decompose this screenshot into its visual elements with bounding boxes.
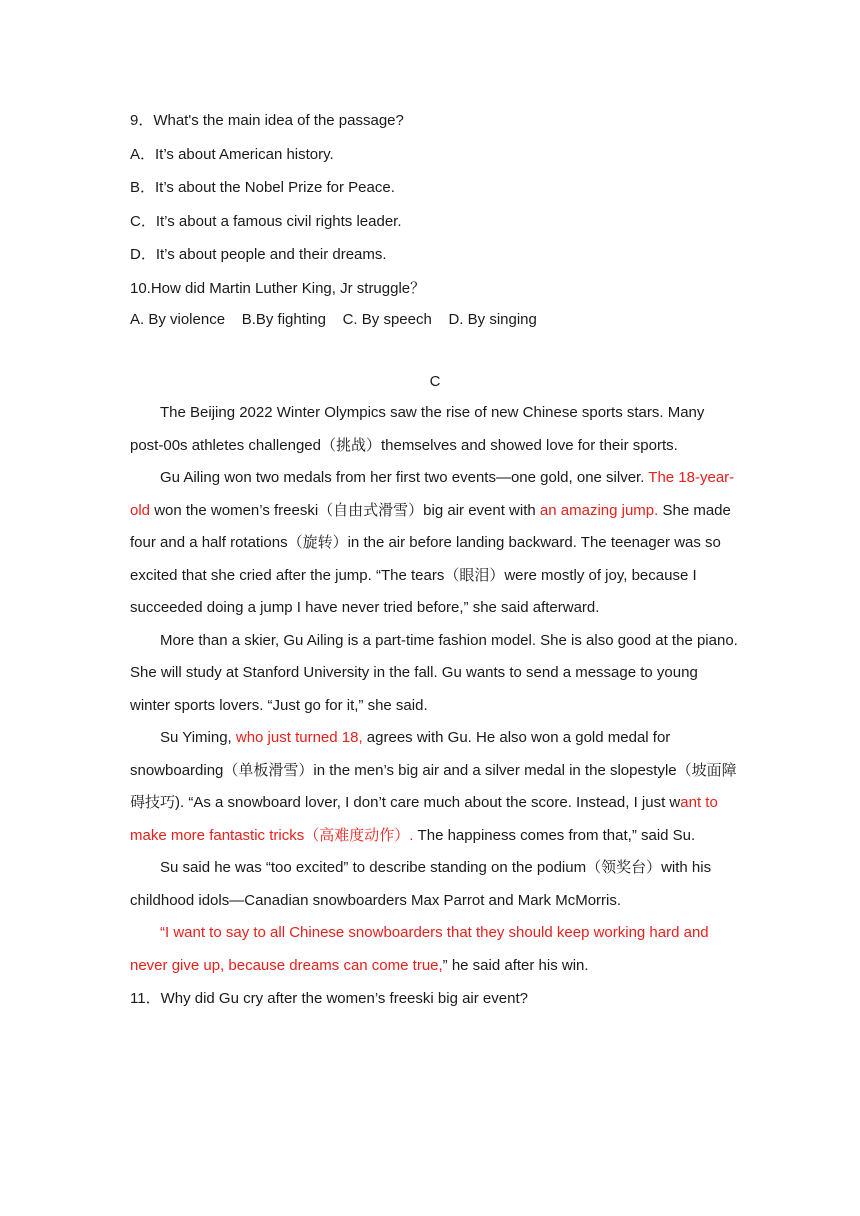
paragraph-3: More than a skier, Gu Ailing is a part-time fashion model. She is also good at the piano. She will study at Stanford University in the fall. Gu wants to send a message to young winter sports lovers. “Just go for it,” she said. <box>130 631 738 714</box>
paragraph-6-text: ” he said after his win. <box>442 956 589 974</box>
paragraph-2-text-c: She made four and a half rotations（旋转）in the air before landing backward. The teenager was so excited that she cried after the jump. “The tears（眼泪）were mostly of joy, because I succeeded doing a jump I have never tried before,” she said afterward. <box>130 501 731 616</box>
document-content <box>130 104 740 1016</box>
paragraph-4-text-a: Su Yiming, <box>160 729 236 746</box>
paragraph-4-highlight-a: who just turned 18, <box>235 729 363 746</box>
question-11-stem: 11．Why did Gu cry after the women’s freeski big air event? <box>130 990 528 1007</box>
question-9-option-d: D．It’s about people and their dreams. <box>130 246 387 263</box>
paragraph-2-text-a: Gu Ailing won two medals from her first two events—one gold, one silver. <box>160 469 649 486</box>
question-9-option-c: C．It’s about a famous civil rights leader. <box>130 212 402 230</box>
spacer <box>130 335 740 367</box>
paragraph-2 <box>130 462 740 625</box>
paragraph-6 <box>130 917 740 982</box>
paragraph-1: The Beijing 2022 Winter Olympics saw the rise of new Chinese sports stars. Many post-00s athletes challenged（挑战）themselves and showed love for their sports. <box>130 404 705 454</box>
question-9-option-b: B．It’s about the Nobel Prize for Peace. <box>130 179 395 196</box>
paragraph-5: Su said he was “too excited” to describe standing on the podium（领奖台）with his childhood idols—Canadian snowboarders Max Parrot and Mark McMorris. <box>130 859 712 909</box>
section-title: C <box>429 373 441 390</box>
question-10-stem: 10.How did Martin Luther King, Jr struggle？ <box>130 279 426 297</box>
paragraph-2-highlight-b: an amazing jump. <box>539 501 659 519</box>
question-10-options: A. By violence B.By fighting C. By speech D. By singing <box>130 311 537 328</box>
paragraph-6-highlight: “I want to say to all Chinese snowboarders that they should keep working hard and never give up, because dreams can come true, <box>130 924 709 974</box>
question-9-stem: 9．What's the main idea of the passage? <box>130 112 404 129</box>
paragraph-4-text-b: agrees with Gu. He also won a gold medal for snowboarding（单板滑雪）in the men’s big air and a silver medal in the slopestyle（坡面障碍技巧). “As a snowboard lover, I don’t care much about the score. Instead, I just w <box>130 729 737 811</box>
paragraph-2-text-b: won the women’s freeski（自由式滑雪）big air event with <box>150 501 540 519</box>
paragraph-4 <box>130 722 740 852</box>
paragraph-4-highlight-b: ant to make more fantastic tricks（高难度动作）. <box>130 794 718 844</box>
question-9-option-a: A．It’s about American history. <box>130 145 334 163</box>
paragraph-2-highlight-a: The 18-year-old <box>130 469 735 519</box>
paragraph-4-text-c: The happiness comes from that,” said Su. <box>413 826 696 844</box>
